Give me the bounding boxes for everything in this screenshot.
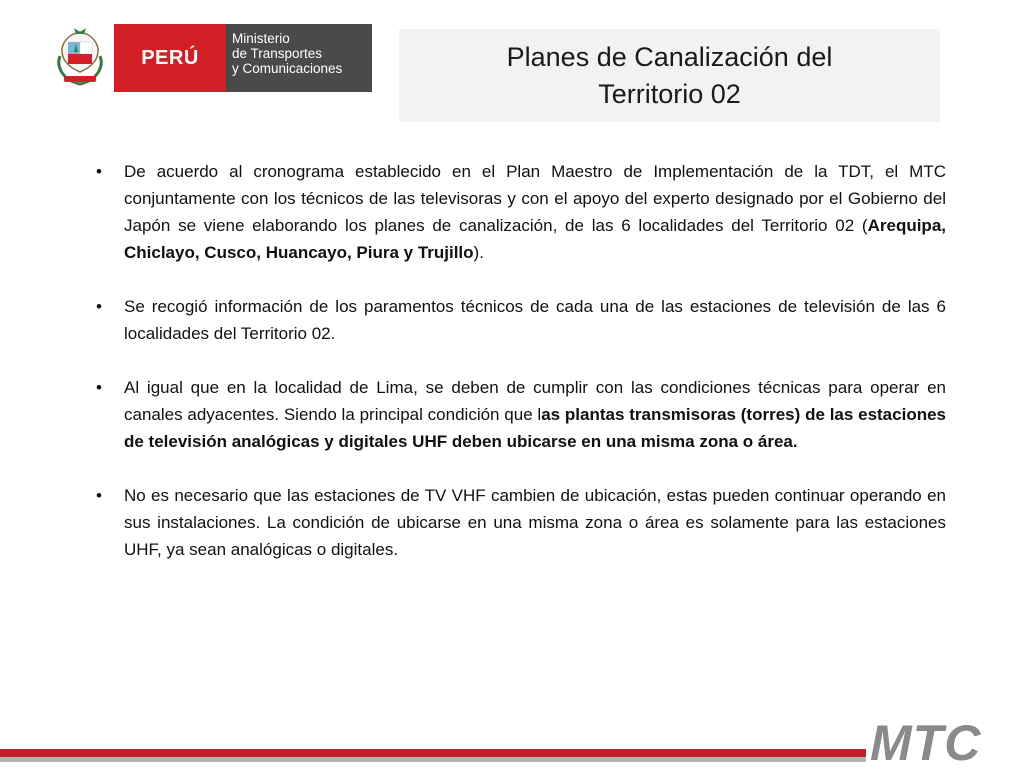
title-line-2: Territorio 02 — [598, 78, 741, 109]
bullet-dot: • — [96, 486, 102, 505]
footer-gray-line — [0, 757, 866, 762]
bullet-item — [96, 293, 946, 347]
bullet-list — [96, 158, 946, 590]
title-box — [399, 29, 940, 122]
title-line-1: Planes de Canalización del — [506, 41, 833, 72]
bullet-text: De acuerdo al cronograma establecido en el Plan Maestro de Implementación de la TDT, el MTC conjuntamente con los técnicos de las televisoras y con el apoyo del experto designado por el Gobierno del Japón se viene elaborando los planes de canalización, de las 6 localidades del Territorio 02 (Arequipa, Chiclayo, Cusco, Huancayo, Piura y Trujillo). — [124, 162, 946, 262]
bullet-item — [96, 158, 946, 266]
mtc-logo: MTC — [870, 715, 982, 771]
bullet-dot: • — [96, 297, 102, 316]
ministry-logo — [52, 24, 372, 92]
ministry-line-3: y Comunicaciones — [232, 61, 343, 76]
page-title — [507, 39, 833, 113]
bullet-text: Se recogió información de los paramentos técnicos de cada una de las estaciones de televisión de las 6 localidades del Territorio 02. — [124, 297, 946, 343]
ministry-line-2: de Transportes — [232, 46, 323, 61]
coat-of-arms-icon — [52, 26, 108, 90]
footer-red-line — [0, 749, 866, 757]
bullet-dot: • — [96, 378, 102, 397]
ministry-name — [226, 24, 372, 92]
bullet-item — [96, 482, 946, 563]
ministry-line-1: Ministerio — [232, 31, 290, 46]
bullet-dot: • — [96, 162, 102, 181]
bullet-text: Al igual que en la localidad de Lima, se deben de cumplir con las condiciones técnicas para operar en canales adyacentes. Siendo la principal condición que las plantas transmisoras (torres) de las estaciones de televisión analógicas y digitales UHF deben ubicarse en una misma zona o área. — [124, 378, 946, 451]
bullet-item — [96, 374, 946, 455]
bullet-text: No es necesario que las estaciones de TV VHF cambien de ubicación, estas pueden continuar operando en sus instalaciones. La condición de ubicarse en una misma zona o área es solamente para las estaciones UHF, ya sean analógicas o digitales. — [124, 486, 946, 559]
peru-label: PERÚ — [114, 24, 226, 92]
